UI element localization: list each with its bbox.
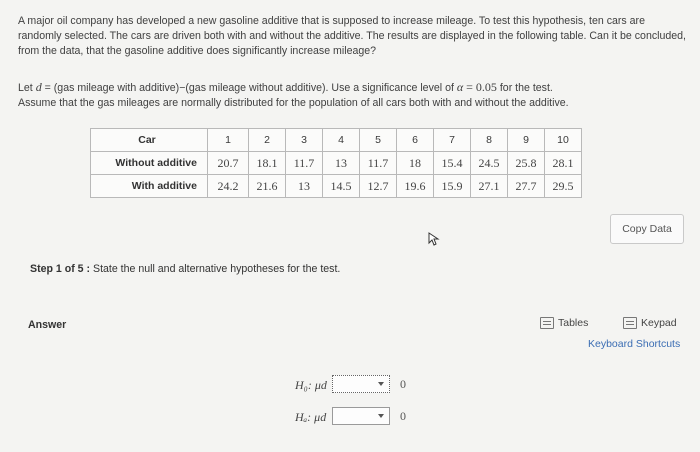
copy-data-button[interactable]: Copy Data bbox=[610, 214, 684, 244]
difference-expression: (gas mileage with additive)−(gas mileage without additive) bbox=[53, 82, 326, 94]
row-label-with: With additive bbox=[91, 175, 208, 198]
problem-text: A major oil company has developed a new gasoline additive that is supposed to increase mileage. To test this hypothesis, ten cars are randomly selected. The cars are driven both with and without the additive. The results are displayed in the following table. Can it be concluded, from the data, that the gasoline additive does significantly increase mileage? bbox=[18, 15, 686, 57]
car-number: 6 bbox=[397, 129, 434, 152]
table-cell: 13 bbox=[286, 175, 323, 198]
table-cell: 24.5 bbox=[471, 152, 508, 175]
answer-label: Answer bbox=[28, 319, 67, 331]
keyboard-shortcuts-link[interactable]: Keyboard Shortcuts bbox=[588, 338, 681, 350]
null-hypothesis-value: 0 bbox=[400, 377, 406, 391]
car-number: 9 bbox=[508, 129, 545, 152]
table-cell: 29.5 bbox=[545, 175, 582, 198]
car-number: 5 bbox=[360, 129, 397, 152]
alternative-hypothesis-operator-select[interactable] bbox=[332, 407, 390, 425]
table-cell: 12.7 bbox=[360, 175, 397, 198]
table-cell: 25.8 bbox=[508, 152, 545, 175]
car-number: 1 bbox=[208, 129, 249, 152]
table-cell: 18 bbox=[397, 152, 434, 175]
step-instruction bbox=[30, 263, 340, 275]
keypad-button[interactable] bbox=[623, 313, 677, 333]
car-number: 2 bbox=[249, 129, 286, 152]
normality-assumption: Assume that the gas mileages are normally distributed for the population of all cars both with and without the additive. bbox=[18, 97, 569, 109]
car-number: 4 bbox=[323, 129, 360, 152]
tables-button[interactable] bbox=[540, 313, 588, 333]
null-hypothesis-operator-select[interactable] bbox=[332, 375, 390, 393]
significance-end: for the test. bbox=[499, 82, 553, 94]
table-header-row bbox=[91, 129, 582, 152]
null-hypothesis-label: H₀: μd bbox=[295, 378, 327, 392]
car-number: 3 bbox=[286, 129, 323, 152]
table-cell: 15.4 bbox=[434, 152, 471, 175]
definition bbox=[18, 80, 688, 111]
d-symbol: d bbox=[35, 80, 42, 94]
table-cell: 15.9 bbox=[434, 175, 471, 198]
chevron-down-icon bbox=[378, 382, 384, 386]
tables-label: Tables bbox=[558, 317, 589, 329]
table-cell: 27.1 bbox=[471, 175, 508, 198]
mileage-table bbox=[90, 128, 582, 198]
chevron-down-icon bbox=[378, 414, 384, 418]
car-number: 8 bbox=[471, 129, 508, 152]
alternative-hypothesis-label: Hₐ: μd bbox=[295, 410, 327, 424]
row-label-without: Without additive bbox=[91, 152, 208, 175]
mouse-cursor-icon bbox=[428, 232, 440, 246]
table-cell: 18.1 bbox=[249, 152, 286, 175]
table-cell: 13 bbox=[323, 152, 360, 175]
table-icon bbox=[540, 317, 554, 329]
keypad-icon bbox=[623, 317, 637, 329]
step-text: State the null and alternative hypotheses for the test. bbox=[93, 263, 341, 275]
equals: = bbox=[44, 82, 51, 94]
alpha-symbol: α bbox=[456, 80, 464, 94]
table-cell: 27.7 bbox=[508, 175, 545, 198]
significance-text: . Use a significance level of bbox=[325, 82, 454, 94]
keypad-label: Keypad bbox=[641, 317, 677, 329]
table-cell: 21.6 bbox=[249, 175, 286, 198]
car-header: Car bbox=[91, 129, 208, 152]
table-cell: 14.5 bbox=[323, 175, 360, 198]
car-number: 10 bbox=[545, 129, 582, 152]
table-cell: 19.6 bbox=[397, 175, 434, 198]
table-cell: 11.7 bbox=[286, 152, 323, 175]
step-number: Step 1 of 5 : bbox=[30, 263, 91, 275]
alternative-hypothesis-value: 0 bbox=[400, 409, 406, 423]
table-row bbox=[91, 152, 582, 175]
alpha-value: = 0.05 bbox=[466, 80, 497, 94]
table-cell: 24.2 bbox=[208, 175, 249, 198]
car-number: 7 bbox=[434, 129, 471, 152]
table-cell: 28.1 bbox=[545, 152, 582, 175]
table-row bbox=[91, 175, 582, 198]
let-label: Let bbox=[18, 82, 33, 94]
table-cell: 20.7 bbox=[208, 152, 249, 175]
table-cell: 11.7 bbox=[360, 152, 397, 175]
